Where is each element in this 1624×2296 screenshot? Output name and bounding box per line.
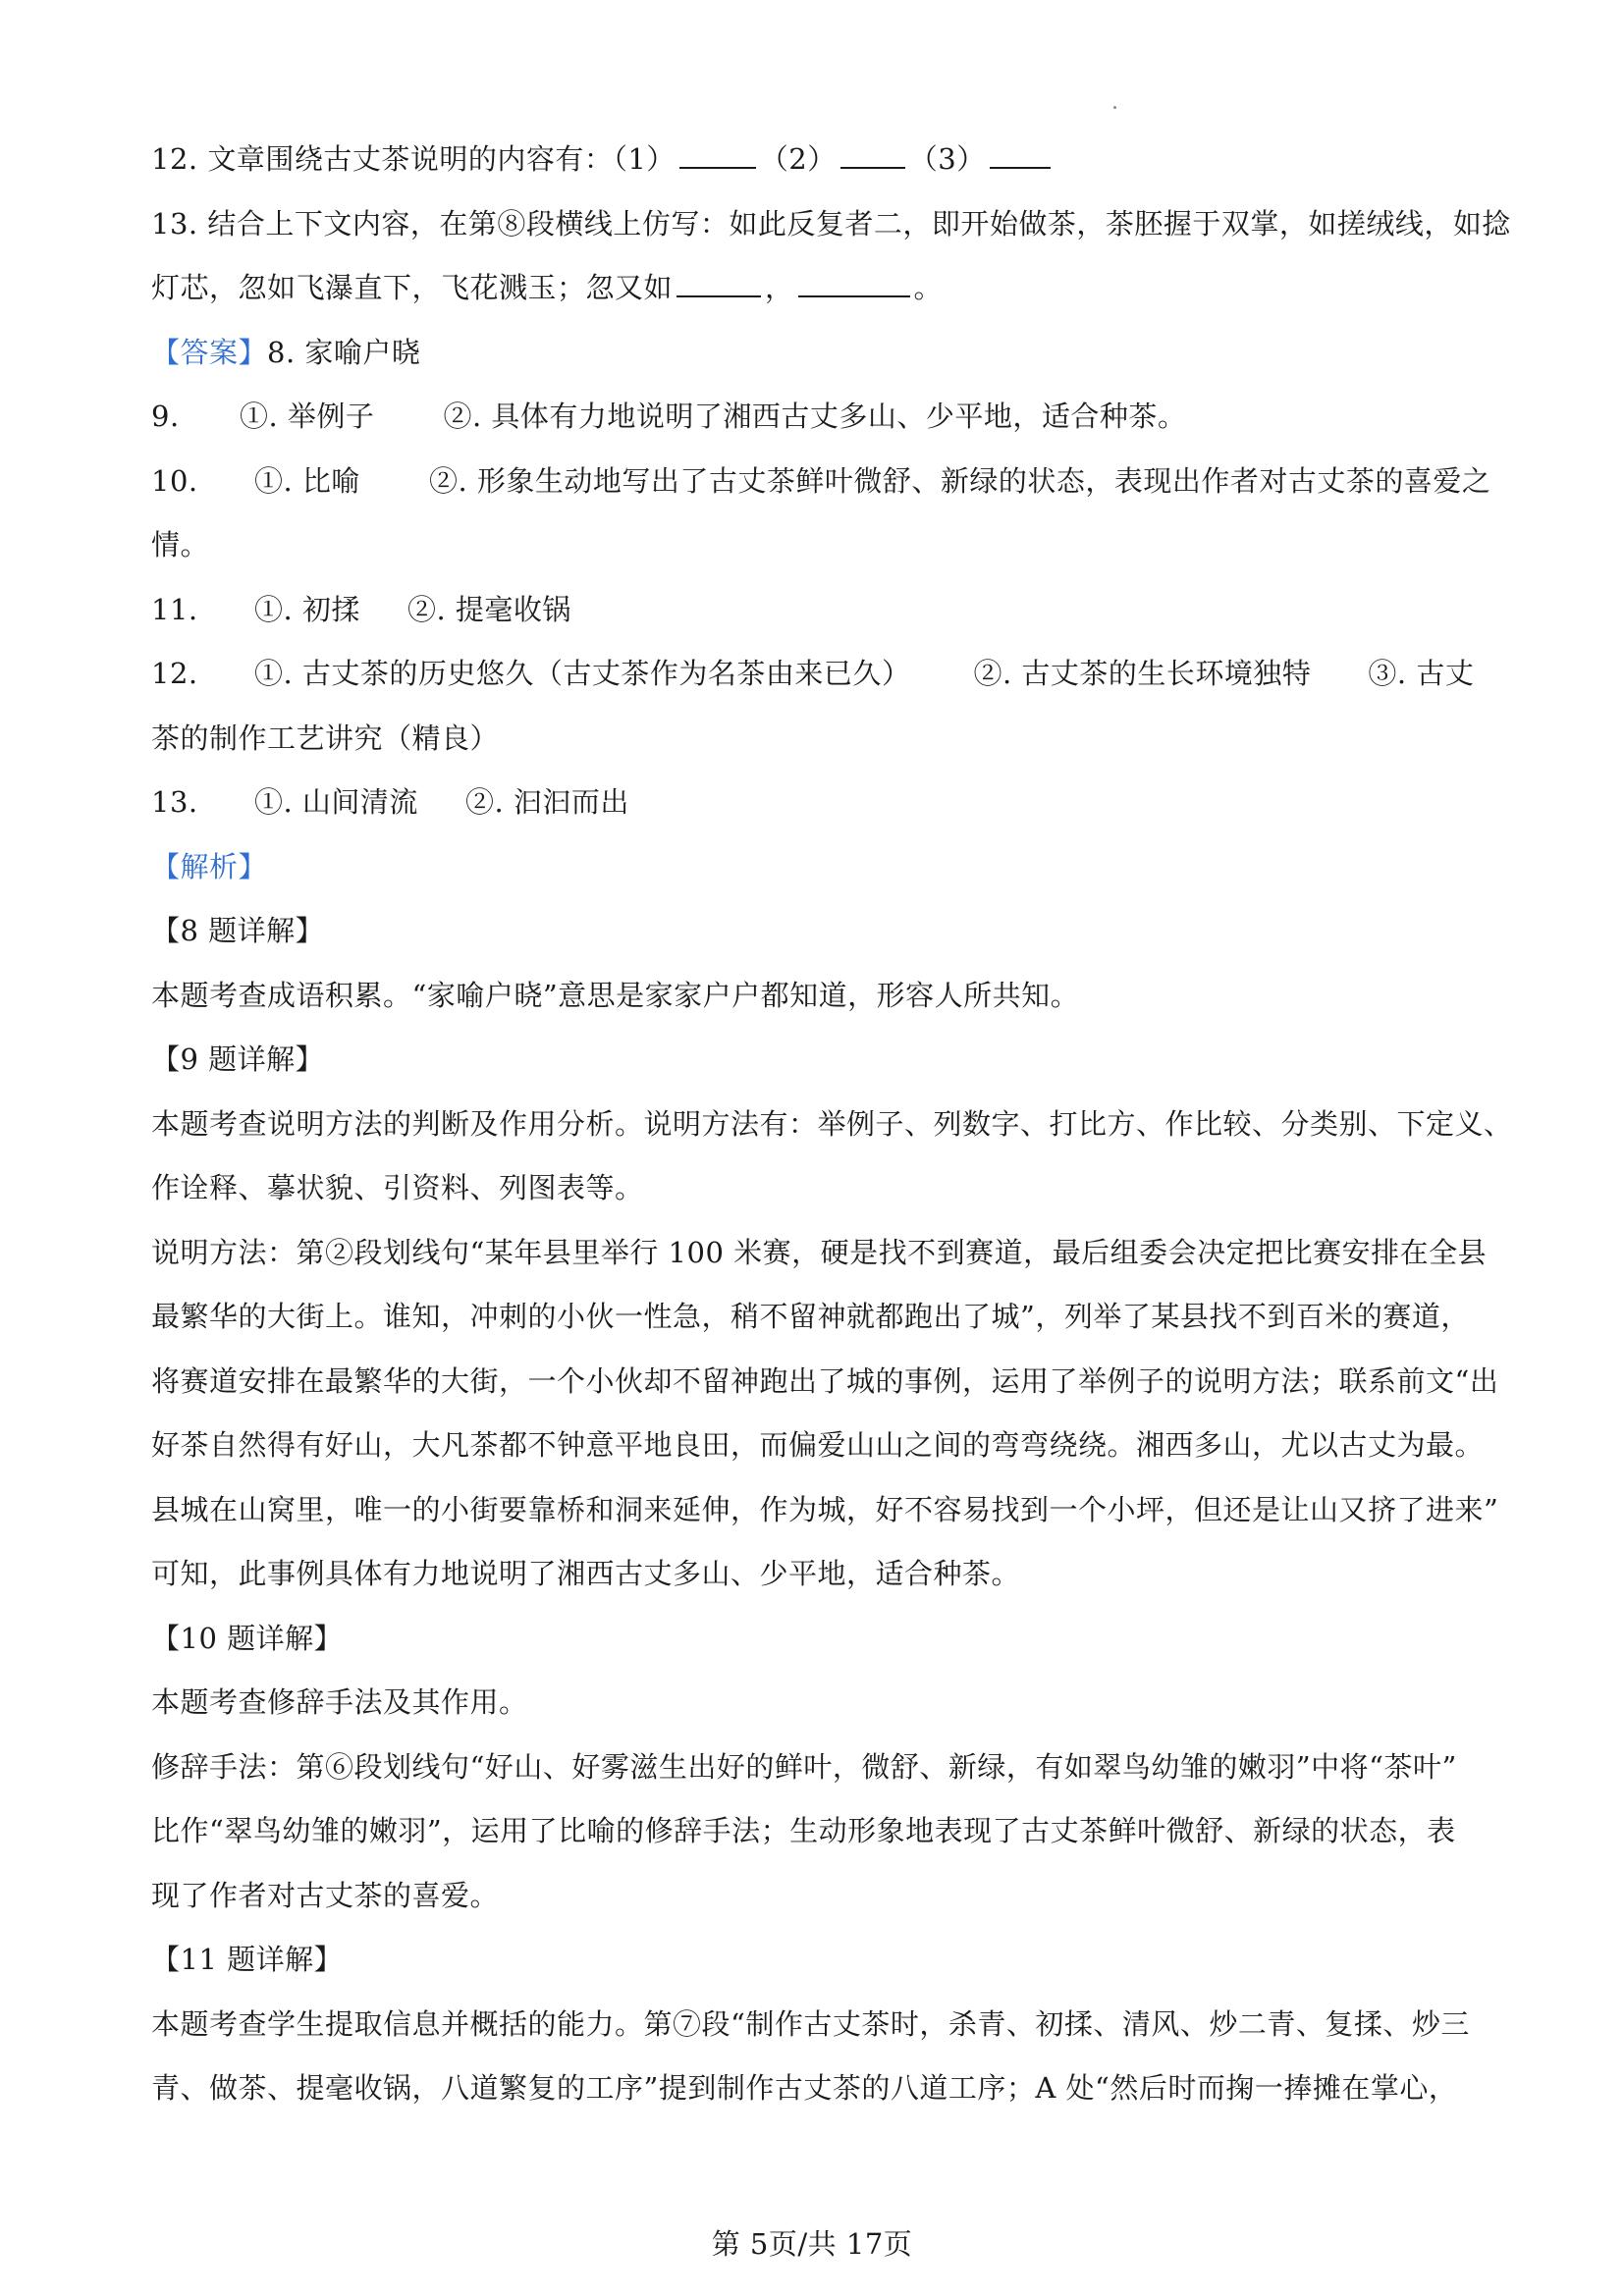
answer-10 bbox=[151, 450, 1491, 514]
detail-8-line: 本题考查成语积累。“家喻户晓”意思是家家户户都知道，形容人所共知。 bbox=[151, 978, 1080, 1012]
analysis-tag: 【解析】 bbox=[151, 849, 268, 883]
detail-9-line: 最繁华的大街上。谁知，冲刺的小伙一性急，稍不留神就都跑出了城”，列举了某县找不到百米的赛道， bbox=[151, 1300, 1470, 1333]
blank-3 bbox=[990, 137, 1051, 169]
answer-13-part1: ①. 山间清流 bbox=[254, 785, 418, 819]
answer-9-part1: ①. 举例子 bbox=[240, 400, 375, 433]
detail-9-line: 好茶自然得有好山，大凡茶都不钟意平地良田，而偏爱山山之间的弯弯绕绕。湘西多山，尤以古丈为最。 bbox=[151, 1428, 1485, 1462]
answer-12-part2: ②. 古丈茶的生长环境独特 bbox=[973, 657, 1312, 690]
answer-10-part2: ②. 形象生动地写出了古丈茶鲜叶微舒、新绿的状态，表现出作者对古丈茶的喜爱之 bbox=[428, 463, 1491, 498]
answer-tag: 【答案】 bbox=[151, 335, 268, 369]
detail-10-line: 比作“翠鸟幼雏的嫩羽”，运用了比喻的修辞手法；生动形象地表现了古丈茶鲜叶微舒、新绿的状态，表 bbox=[151, 1814, 1456, 1847]
answer-11-part2: ②. 提毫收锅 bbox=[406, 592, 571, 626]
detail-11-title: 【11 题详解】 bbox=[151, 1943, 344, 1976]
blank-2 bbox=[840, 137, 905, 169]
detail-9-line: 可知，此事例具体有力地说明了湘西古丈多山、少平地，适合种茶。 bbox=[151, 1557, 1021, 1590]
answer-12-num: 12. bbox=[151, 657, 198, 690]
blank-5 bbox=[798, 266, 910, 297]
page-content bbox=[151, 128, 1513, 2121]
detail-10-title: 【10 题详解】 bbox=[151, 1621, 344, 1655]
answer-13 bbox=[151, 771, 1487, 835]
answer-9-part2: ②. 具体有力地说明了湘西古丈多山、少平地，适合种茶。 bbox=[443, 400, 1187, 433]
detail-9-line: 说明方法：第②段划线句“某年县里举行 100 米赛，硬是找不到赛道，最后组委会决定把比赛安排在全县 bbox=[151, 1235, 1488, 1269]
answer-12-cont: 茶的制作工艺讲究（精良） bbox=[151, 721, 500, 755]
detail-9-line: 作诠释、摹状貌、引资料、列图表等。 bbox=[151, 1171, 644, 1204]
question-12-part3: （3） bbox=[908, 142, 986, 176]
answer-10-part1: ①. 比喻 bbox=[254, 463, 360, 498]
detail-9-line: 本题考查说明方法的判断及作用分析。说明方法有：举例子、列数字、打比方、作比较、分类别、下定义、 bbox=[151, 1106, 1513, 1141]
detail-11-line: 本题考查学生提取信息并概括的能力。第⑦段“制作古丈茶时，杀青、初揉、清风、炒二青、复揉、炒三 bbox=[151, 2006, 1470, 2041]
detail-8-title: 【8 题详解】 bbox=[151, 914, 325, 947]
answer-8-text: 8. 家喻户晓 bbox=[267, 335, 421, 369]
answer-11-num: 11. bbox=[151, 592, 198, 626]
question-13-text: 灯芯，忽如飞瀑直下，飞花溅玉；忽又如 bbox=[151, 271, 674, 304]
detail-9-title: 【9 题详解】 bbox=[151, 1042, 325, 1076]
detail-9-line: 将赛道安排在最繁华的大街，一个小伙却不留神跑出了城的事例，运用了举例子的说明方法；联系前文“出 bbox=[151, 1363, 1499, 1398]
answer-13-num: 13. bbox=[151, 785, 198, 819]
question-13-line1: 13. 结合上下文内容，在第⑧段横线上仿写：如此反复者二，即开始做茶，茶胚握于双掌，如搓绒线，如捻 bbox=[151, 206, 1511, 240]
answer-12 bbox=[151, 642, 1487, 707]
answer-13-part2: ②. 汩汩而出 bbox=[464, 785, 629, 819]
detail-9-line: 县城在山窝里，唯一的小街要靠桥和洞来延伸，作为城，好不容易找到一个小坪，但还是让山又挤了进来” bbox=[151, 1492, 1499, 1526]
answer-11 bbox=[151, 578, 1487, 643]
page-number: 第 5页/共 17页 bbox=[711, 2227, 913, 2261]
answer-11-part1: ①. 初揉 bbox=[254, 592, 360, 626]
blank-4 bbox=[677, 266, 761, 297]
detail-10-line: 本题考查修辞手法及其作用。 bbox=[151, 1685, 528, 1719]
blank-1 bbox=[679, 137, 756, 169]
answer-12-part3: ③. 古丈 bbox=[1368, 657, 1475, 690]
detail-10-line: 修辞手法：第⑥段划线句“好山、好雾滋生出好的鲜叶，微舒、新绿，有如翠鸟幼雏的嫩羽”中将“茶叶” bbox=[151, 1749, 1457, 1784]
answer-12-part1: ①. 古丈茶的历史悠久（古丈茶作为名茶由来已久） bbox=[254, 657, 911, 690]
detail-10-line: 现了作者对古丈茶的喜爱。 bbox=[151, 1878, 500, 1912]
question-13-line2 bbox=[151, 256, 1487, 321]
question-12 bbox=[151, 128, 1487, 192]
question-13-period: 。 bbox=[913, 271, 944, 304]
answer-9-num: 9. bbox=[151, 400, 180, 433]
answer-9 bbox=[151, 385, 1487, 450]
question-13-comma: ， bbox=[765, 271, 794, 304]
question-12-part2: （2） bbox=[759, 142, 837, 176]
scan-dot bbox=[1113, 106, 1116, 109]
question-12-text: 12. 文章围绕古丈茶说明的内容有：（1） bbox=[151, 142, 676, 176]
answer-10-num: 10. bbox=[151, 463, 198, 498]
answer-8 bbox=[151, 321, 1487, 386]
detail-11-line: 青、做茶、提毫收锅，八道繁复的工序”提到制作古丈茶的八道工序；A 处“然后时而掬一捧摊在掌心， bbox=[151, 2071, 1458, 2105]
answer-10-cont: 情。 bbox=[151, 528, 210, 561]
